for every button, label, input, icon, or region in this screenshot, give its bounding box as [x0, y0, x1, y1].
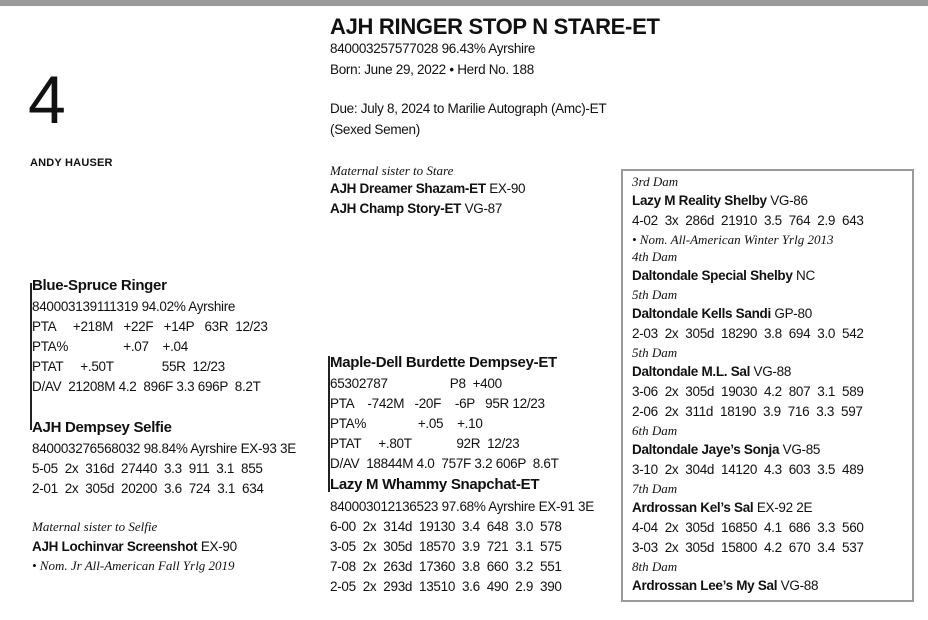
ancestor-classification: GP-80	[774, 306, 812, 321]
ancestor-record: 3-06 2x 305d 19030 4.2 807 3.1 589	[632, 384, 864, 399]
dam-record-1: 5-05 2x 316d 27440 3.3 911 3.1 855	[32, 461, 263, 476]
dams-sire-id: 65302787 P8 +400	[330, 376, 502, 391]
sister-classification: EX-90	[200, 539, 237, 554]
granddam-id: 840003012136523 97.68% Ayrshire EX-91 3E	[330, 499, 594, 514]
ancestor-row	[632, 576, 818, 596]
consignor-name: ANDY HAUSER	[30, 157, 113, 169]
dam-id: 840003276568032 98.84% Ayrshire EX-93 3E	[32, 441, 296, 456]
sister-name: AJH Champ Story-ET	[330, 201, 462, 216]
dams-sire-dav: D/AV 18844M 4.0 757F 3.2 606P 8.6T	[330, 456, 559, 471]
dams-sire-ptat: PTAT +.80T 92R 12/23	[330, 436, 520, 451]
animal-born: Born: June 29, 2022 • Herd No. 188	[330, 62, 534, 77]
sire-ptat: PTAT +.50T 55R 12/23	[32, 359, 225, 374]
dams-sire-name: Maple-Dell Burdette Dempsey-ET	[330, 354, 557, 371]
ancestor-classification: VG-85	[782, 442, 821, 457]
sire-id: 840003139111319 94.02% Ayrshire	[32, 299, 236, 314]
ancestor-record: 3-03 2x 305d 15800 4.2 670 3.4 537	[632, 540, 864, 555]
ancestor-classification: EX-92 2E	[756, 500, 813, 515]
ancestor-row	[632, 191, 808, 211]
dams-sire-pta: PTA -742M -20F -6P 95R 12/23	[330, 396, 545, 411]
ancestor-row	[632, 498, 812, 518]
ancestor-classification: NC	[796, 268, 815, 283]
ancestor-name: Ardrossan Kel’s Sal	[632, 500, 754, 515]
animal-id: 840003257577028 96.43% Ayrshire	[330, 41, 536, 56]
ancestor-row	[632, 362, 791, 382]
sire-pta: PTA +218M +22F +14P 63R 12/23	[32, 319, 268, 334]
maternal-sister-stare-1	[330, 179, 525, 199]
dams-sire-pta-pct: PTA% +.05 +.10	[330, 416, 483, 431]
sire-dav: D/AV 21208M 4.2 896F 3.3 696P 8.2T	[32, 379, 261, 394]
ancestor-name: Daltondale Special Shelby	[632, 268, 793, 283]
maternal-sister-stare-2	[330, 199, 502, 219]
dam-label: 5th Dam	[632, 287, 678, 302]
ancestor-record: 4-02 3x 286d 21910 3.5 764 2.9 643	[632, 213, 864, 228]
ancestor-record: 2-03 2x 305d 18290 3.8 694 3.0 542	[632, 326, 864, 341]
ancestor-name: Daltondale Jaye’s Sonja	[632, 442, 780, 457]
ancestor-row	[632, 304, 812, 324]
ancestor-row	[632, 266, 815, 286]
dam-record-2: 2-01 2x 305d 20200 3.6 724 3.1 634	[32, 481, 264, 496]
dam-name: AJH Dempsey Selfie	[32, 419, 172, 436]
ancestor-record: 2-06 2x 311d 18190 3.9 716 3.3 597	[632, 404, 863, 419]
dam-label: 3rd Dam	[632, 174, 679, 189]
ancestor-classification: VG-88	[753, 364, 792, 379]
dam-label: 6th Dam	[632, 423, 678, 438]
dam-label: 8th Dam	[632, 559, 678, 574]
sire-pta-pct: PTA% +.07 +.04	[32, 339, 188, 354]
ancestor-record: 3-10 2x 304d 14120 4.3 603 3.5 489	[632, 462, 864, 477]
sister-classification: EX-90	[489, 181, 526, 196]
maternal-sister-stare-heading: Maternal sister to Stare	[330, 163, 454, 178]
ancestor-classification: VG-86	[770, 193, 808, 208]
maternal-sister-selfie-note: • Nom. Jr All-American Fall Yrlg 2019	[32, 558, 235, 573]
dam-label: 7th Dam	[632, 481, 678, 496]
granddam-name: Lazy M Whammy Snapchat-ET	[330, 476, 540, 493]
sister-name: AJH Dreamer Shazam-ET	[330, 181, 486, 196]
ancestor-name: Lazy M Reality Shelby	[632, 193, 767, 208]
granddam-record-4: 2-05 2x 293d 13510 3.6 490 2.9 390	[330, 579, 562, 594]
ancestor-name: Daltondale M.L. Sal	[632, 364, 751, 379]
ancestor-note: • Nom. All-American Winter Yrlg 2013	[632, 232, 834, 247]
ancestor-name: Ardrossan Lee’s My Sal	[632, 578, 778, 593]
ancestor-classification: VG-88	[780, 578, 819, 593]
lot-number: 4	[28, 62, 66, 138]
ancestor-row	[632, 440, 820, 460]
animal-due: Due: July 8, 2024 to Marilie Autograph (Amc)-ET	[330, 101, 607, 116]
ancestor-name: Daltondale Kells Sandi	[632, 306, 771, 321]
animal-name: AJH RINGER STOP N STARE-ET	[330, 14, 660, 39]
granddam-record-3: 7-08 2x 263d 17360 3.8 660 3.2 551	[330, 559, 562, 574]
dam-label: 5th Dam	[632, 345, 678, 360]
granddam-record-2: 3-05 2x 305d 18570 3.9 721 3.1 575	[330, 539, 562, 554]
maternal-sister-selfie-heading: Maternal sister to Selfie	[32, 519, 158, 534]
top-rule	[0, 0, 928, 6]
ancestor-record: 4-04 2x 305d 16850 4.1 686 3.3 560	[632, 520, 864, 535]
sire-name: Blue-Spruce Ringer	[32, 277, 167, 294]
dam-label: 4th Dam	[632, 249, 678, 264]
sister-name: AJH Lochinvar Screenshot	[32, 539, 198, 554]
maternal-sister-selfie	[32, 537, 237, 557]
animal-due-note: (Sexed Semen)	[330, 122, 420, 137]
sister-classification: VG-87	[464, 201, 503, 216]
granddam-record-1: 6-00 2x 314d 19130 3.4 648 3.0 578	[330, 519, 562, 534]
